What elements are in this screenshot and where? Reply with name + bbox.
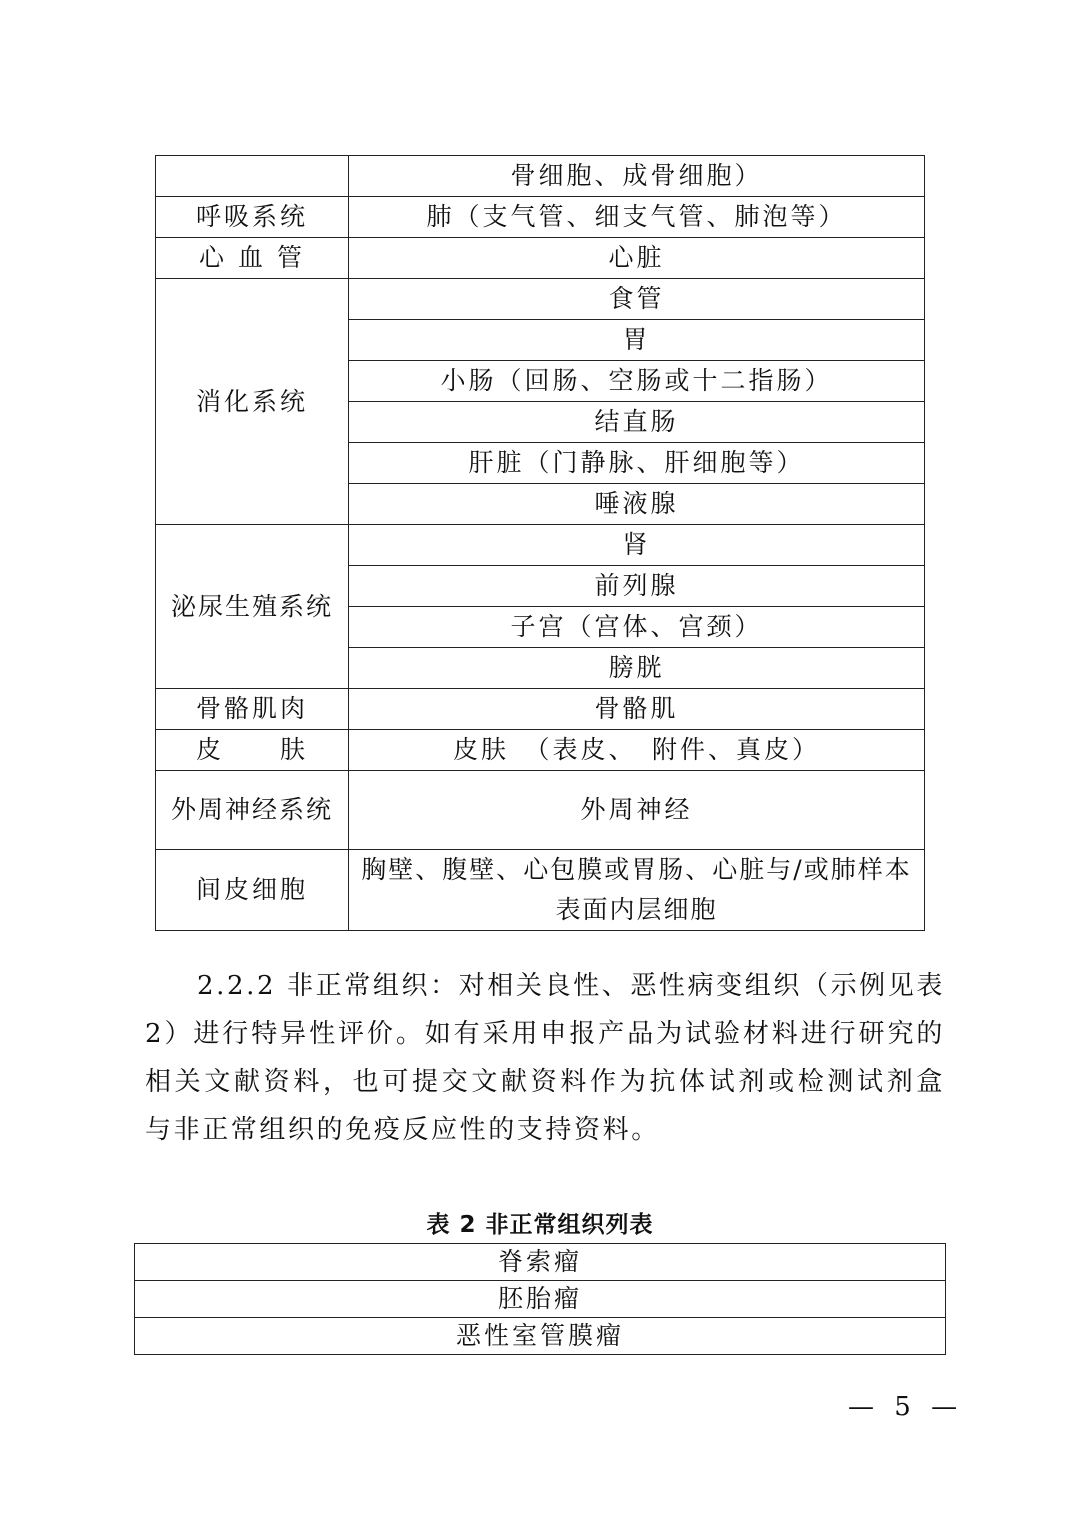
tissue-cell: 前列腺 <box>349 566 925 607</box>
system-cell: 心 血 管 <box>156 238 349 279</box>
body-paragraph <box>145 962 945 1154</box>
tissue-cell: 肾 <box>349 525 925 566</box>
system-cell: 泌尿生殖系统 <box>156 525 349 689</box>
system-cell: 皮 肤 <box>156 730 349 771</box>
tissue-cell: 外周神经 <box>349 771 925 850</box>
tissue-cell: 心脏 <box>349 238 925 279</box>
paragraph-text: 2.2.2 非正常组织：对相关良性、恶性病变组织（示例见表2）进行特异性评价。如有采用申报产品为试验材料进行研究的相关文献资料，也可提交文献资料作为抗体试剂或检测试剂盒与非正常组织的免疫反应性的支持资料。 <box>145 971 945 1145</box>
table-row <box>156 279 925 320</box>
table-row <box>156 689 925 730</box>
table-cell: 脊索瘤 <box>135 1244 946 1281</box>
tissue-cell: 食管 <box>349 279 925 320</box>
system-cell: 外周神经系统 <box>156 771 349 850</box>
tissue-cell: 唾液腺 <box>349 484 925 525</box>
tissue-cell: 骨细胞、成骨细胞） <box>349 156 925 197</box>
tissue-cell: 皮肤 （表皮、 附件、真皮） <box>349 730 925 771</box>
tissue-cell: 胸壁、腹壁、心包膜或胃肠、心脏与/或肺样本表面内层细胞 <box>349 850 925 931</box>
table-row <box>135 1244 946 1281</box>
table-row <box>156 156 925 197</box>
tissue-cell: 小肠（回肠、空肠或十二指肠） <box>349 361 925 402</box>
tissue-cell: 肺（支气管、细支气管、肺泡等） <box>349 197 925 238</box>
table-cell: 胚胎瘤 <box>135 1281 946 1318</box>
tissue-cell: 膀胱 <box>349 648 925 689</box>
system-cell: 消化系统 <box>156 279 349 525</box>
abnormal-tissue-table <box>134 1243 946 1355</box>
system-cell: 呼吸系统 <box>156 197 349 238</box>
table-cell: 恶性室管膜瘤 <box>135 1318 946 1355</box>
table-row <box>156 771 925 850</box>
system-cell <box>156 156 349 197</box>
tissue-cell: 骨骼肌 <box>349 689 925 730</box>
page-number: — 5 — <box>848 1392 964 1422</box>
normal-tissue-table <box>155 155 925 931</box>
tissue-cell: 肝脏（门静脉、肝细胞等） <box>349 443 925 484</box>
table-caption: 表 2 非正常组织列表 <box>426 1212 654 1238</box>
table-row <box>156 238 925 279</box>
tissue-cell: 胃 <box>349 320 925 361</box>
table-row <box>156 850 925 931</box>
tissue-cell: 子宫（宫体、宫颈） <box>349 607 925 648</box>
system-cell: 骨骼肌肉 <box>156 689 349 730</box>
table-row <box>156 730 925 771</box>
tissue-cell: 结直肠 <box>349 402 925 443</box>
table-row <box>135 1318 946 1355</box>
table-row <box>135 1281 946 1318</box>
system-cell: 间皮细胞 <box>156 850 349 931</box>
table-row <box>156 525 925 566</box>
table-row <box>156 197 925 238</box>
